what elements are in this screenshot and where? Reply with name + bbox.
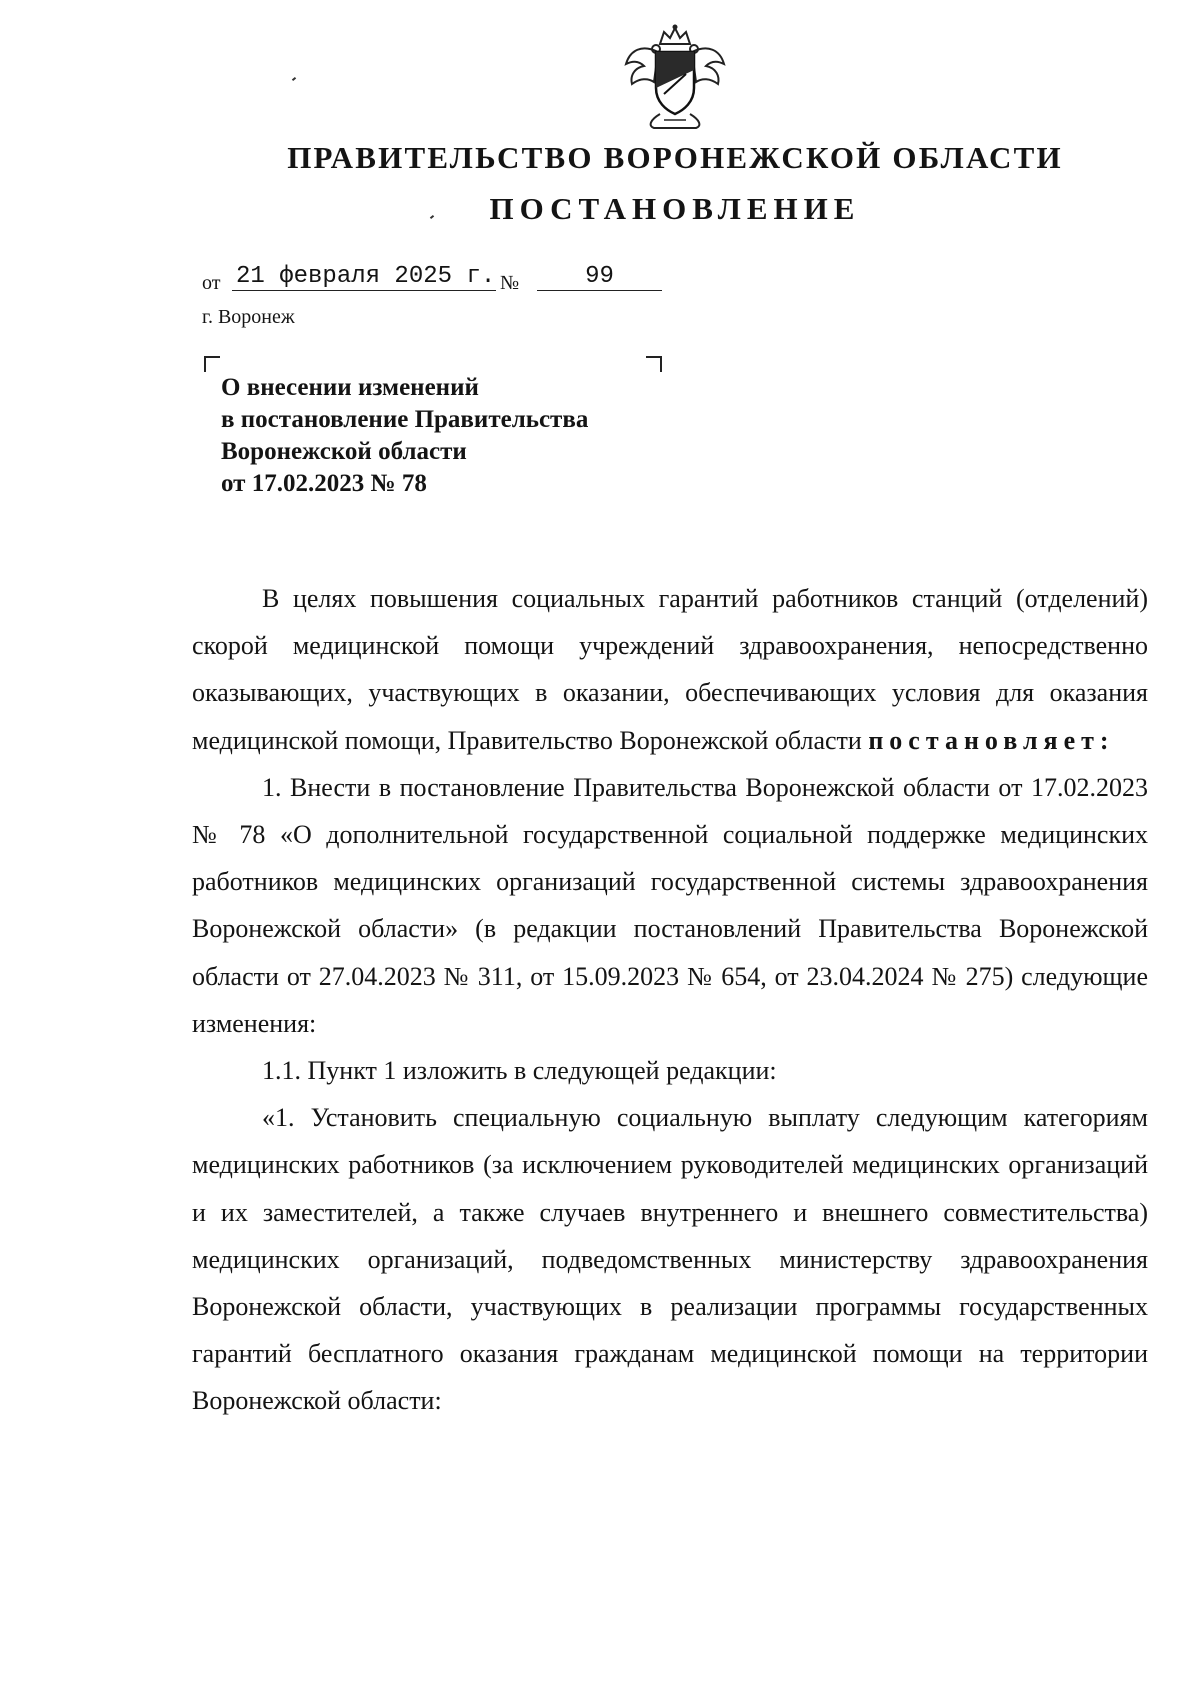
clause-paragraph: «1. Установить специальную социальную выплату следующим категориям медицинских работников (за исключением руководителей медицинских организаций и их заместителей, а также случаев внутреннего и внешнего совместительства) медицинских организаций, подведомственных министерству здравоохранения Воронежской области, участвующих в реализации программы государственных гарантий бесплатного оказания гражданам медицинской помощи на территории Воронежской области:: [192, 1103, 1148, 1416]
clause-paragraph: 1. Внести в постановление Правительства Воронежской области от 17.02.2023 № 78 «О дополнительной государственной социальной поддержке медицинских работников медицинских организаций государственной системы здравоохранения Воронежской области» (в редакции постановлений Правительства Воронежской области от 27.04.2023 № 311, от 15.09.2023 № 654, от 23.04.2024 № 275) следующие изменения:: [192, 772, 1148, 1038]
subject-corner-right: [646, 356, 662, 372]
preamble-text: В целях повышения социальных гарантий работников станций (отделений) скорой медицинской помощи учреждений здравоохранения, непосредственно оказывающих, участвующих в оказании, обеспечивающих условия для оказания медицинской помощи, Правительство Воронежской области: [192, 584, 1148, 755]
document-body: [192, 575, 1148, 1425]
subject-line: в постановление Правительства: [221, 406, 589, 433]
date-prefix-label: от: [202, 272, 221, 294]
subject-corner-left: [204, 356, 220, 372]
document-number: 99: [537, 263, 662, 291]
coat-of-arms-icon: [620, 22, 730, 130]
scan-speck: [292, 77, 296, 81]
subject-line: Воронежской области: [221, 438, 467, 465]
subject-line: О внесении изменений: [221, 374, 479, 401]
city-label: г. Воронеж: [202, 306, 295, 328]
number-prefix-label: №: [500, 272, 520, 294]
subject-line: от 17.02.2023 № 78: [221, 470, 427, 497]
document-type-title: ПОСТАНОВЛЕНИЕ: [489, 191, 861, 226]
clause-paragraph: 1.1. Пункт 1 изложить в следующей редакции:: [262, 1056, 777, 1086]
resolves-keyword: постановляет:: [868, 725, 1115, 755]
document-date: 21 февраля 2025 г.: [232, 263, 496, 291]
preamble-paragraph: [192, 575, 1148, 764]
subject-block: [221, 372, 588, 500]
government-title: ПРАВИТЕЛЬСТВО ВОРОНЕЖСКОЙ ОБЛАСТИ: [287, 140, 1063, 175]
